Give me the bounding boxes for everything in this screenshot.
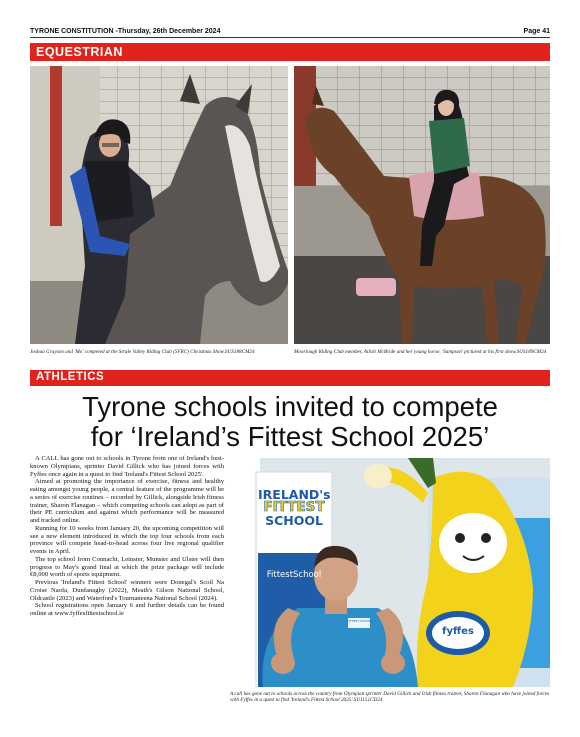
body-paragraph: Running for 10 weeks from January 20, the upcoming competition will see a new element introduced in which the top four schools from each province will compete head-to-head across four live regional qualifier events in April. [30, 524, 224, 555]
caption-athletics-photo: A call has gone out to schools across the country from Olympian sprinter David Gillick and Irish fitness trainer, Sharon Flanagan who have joined forces with Fyffes in a quest to find 'Ireland's Fittest School 2025'.SU1151CD24 [230, 691, 550, 703]
banner-line-1: IRELAND's [258, 487, 331, 502]
header-publication-date: TYRONE CONSTITUTION -Thursday, 26th December 2024 [30, 28, 221, 35]
banner-hashtag: FittestSchool [266, 570, 322, 580]
photo-rider-brown-horse-drawing [294, 66, 550, 344]
body-paragraph: Previous 'Ireland's Fittest School' winners were Donegal's Scoil Na Croise Naofa, Dunfanaghy (2022), Meath's Gilson National School, Oldcastle (2023) and Waterford's Tournaneena National School (2024). [30, 579, 224, 602]
shirt-logo: FITTEST SCHOOL [347, 619, 373, 623]
banner-line-3: SCHOOL [265, 513, 323, 528]
caption-left-photo: Joshua Grayson and 'Mo' competed at the Strule Valley Riding Club (SVRC) Christmas Show.SUS188CM24 [30, 349, 255, 355]
headline-line-1: Tyrone schools invited to compete [82, 391, 498, 422]
section-bar-equestrian [30, 43, 550, 61]
section-title-athletics: ATHLETICS [36, 371, 105, 383]
photo-fittest-school-launch [228, 458, 550, 687]
header-rule [30, 37, 550, 38]
banner-line-2: FITTEST [263, 499, 325, 515]
article-body [30, 455, 224, 618]
headline-line-2: for ‘Ireland’s Fittest School 2025’ [90, 421, 490, 452]
section-title-equestrian: EQUESTRIAN [36, 45, 123, 59]
body-paragraph: Aimed at promoting the importance of exercise, fitness and healthy eating amongst young people, a central feature of the programme will be a series of exercise routines – recorded by Gillick, alongside Irish fitness trainer, Sharon Flanagan – which competing schools can adopt as part of their PE curriculum and against which performance will be measured and tracked online. [30, 478, 224, 524]
section-bar-athletics [30, 370, 550, 386]
photo-rider-grey-horse [30, 66, 288, 344]
header-page-number: Page 41 [523, 28, 550, 35]
banner-title [258, 488, 330, 527]
photo-rider-brown-horse [294, 66, 550, 344]
photo-rider-grey-horse-drawing [30, 66, 288, 344]
fyffes-logo: fyffes [442, 626, 474, 637]
caption-right-photo: Moorlough Riding Club member, Ailish McBride and her young horse, 'Sampson' pictured at his first show.SUS189CM24 [294, 349, 547, 355]
body-paragraph: A CALL has gone out to schools in Tyrone from one of Ireland's best-known Olympians, sprinter David Gillick who has joined forces with Fyffes once again in a quest to find 'Ireland's Fittest School 2025'. [30, 455, 224, 478]
body-paragraph: The top school from Connacht, Leinster, Munster and Ulster will then progress to May's grand final at which the prize package will include €8,000 worth of sports equipment. [30, 555, 224, 579]
body-paragraph: School registrations open January 6 and further details can be found online at www.fyffesfittestschool.ie [30, 602, 224, 617]
article-headline [30, 392, 550, 452]
